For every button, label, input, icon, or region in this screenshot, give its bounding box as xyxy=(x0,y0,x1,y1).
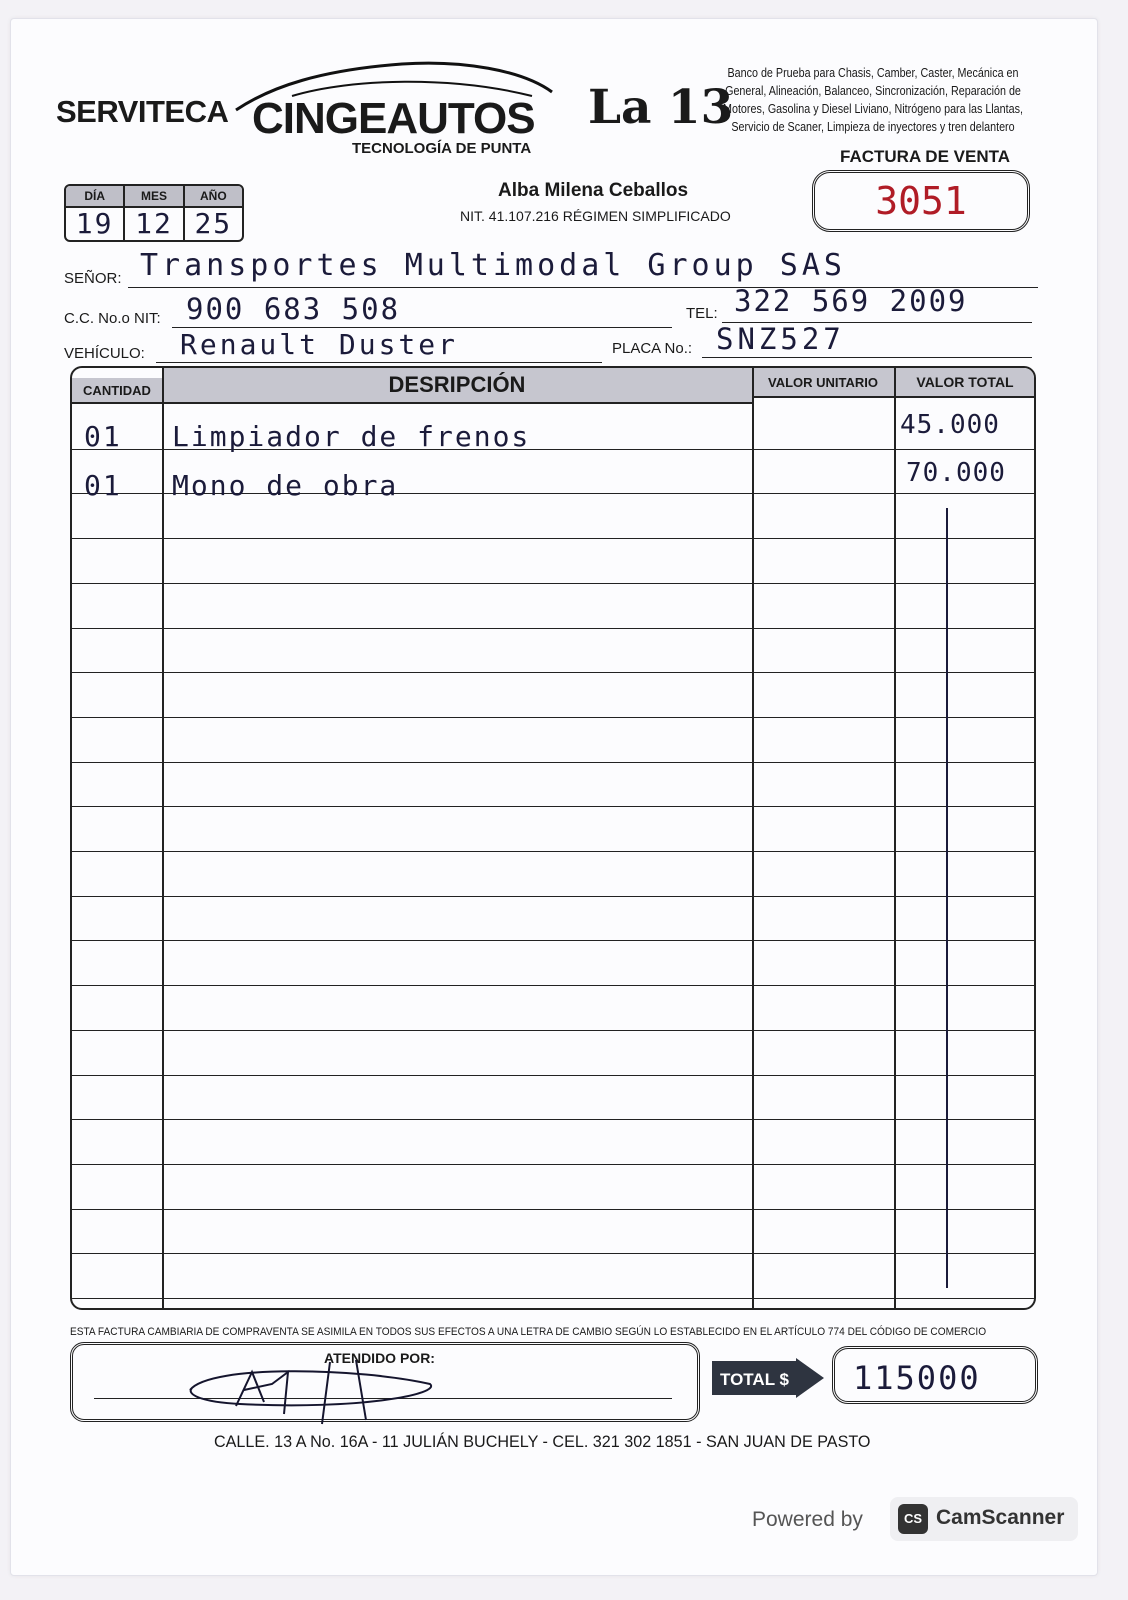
col-header-descripcion: DESRIPCIÓN xyxy=(162,368,752,404)
nit-value: 900 683 508 xyxy=(186,292,401,326)
plate-value: SNZ527 xyxy=(716,322,845,356)
col-divider xyxy=(162,368,164,1308)
invoice-type: FACTURA DE VENTA xyxy=(840,147,1010,166)
table-row-line xyxy=(72,985,1034,986)
empty-rows-strike xyxy=(946,508,948,1288)
invoice-number-box xyxy=(812,170,1030,232)
row-2-cantidad: 01 xyxy=(84,469,122,502)
year-label: AÑO xyxy=(199,189,227,203)
senor-label: SEÑOR: xyxy=(64,270,122,287)
col-divider xyxy=(894,368,896,1308)
tel-label: TEL: xyxy=(686,305,718,322)
table-row-line xyxy=(72,1164,1034,1165)
legal-note: ESTA FACTURA CAMBIARIA DE COMPRAVENTA SE ASIMILA EN TODOS SUS EFECTOS A UNA LETRA DE CAMBIO SEGÚN LO ESTABLECIDO EN EL ARTÍCULO 774 DEL CÓDIGO DE COMERCIO xyxy=(70,1326,987,1338)
total-label: TOTAL $ xyxy=(720,1370,789,1389)
table-row-line xyxy=(72,762,1034,763)
table-row-line xyxy=(72,1298,1034,1299)
signature xyxy=(180,1354,450,1426)
address: CALLE. 13 A No. 16A - 11 JULIÁN BUCHELY - CEL. 321 302 1851 - SAN JUAN DE PASTO xyxy=(214,1432,871,1451)
table-row-line xyxy=(72,1119,1034,1120)
services-list: Banco de Prueba para Chasis, Camber, Caster, Mecánica en General, Alineación, Balanceo, Sincronización, Reparación de Motores, Gasolina y Diesel Liviano, Nitrógeno para las Llantas, Servicio de Scaner, Limpieza de inyectores y tren delantero xyxy=(723,66,1023,134)
table-row-line xyxy=(72,538,1034,539)
camscanner-name: CamScanner xyxy=(936,1506,1065,1529)
powered-by-text: Powered by xyxy=(752,1508,863,1531)
plate-label: PLACA No.: xyxy=(612,340,693,357)
col-header-total: VALOR TOTAL xyxy=(894,368,1036,398)
table-row-line xyxy=(72,806,1034,807)
vehicle-label: VEHÍCULO: xyxy=(64,345,145,362)
table-row-line xyxy=(72,1075,1034,1076)
table-row-line xyxy=(72,717,1034,718)
row-1-descripcion: Limpiador de frenos xyxy=(172,420,531,453)
table-row-line xyxy=(72,628,1034,629)
table-row-line xyxy=(72,851,1034,852)
table-row-line xyxy=(72,1209,1034,1210)
month-value: 12 xyxy=(125,208,184,240)
row-1-total: 45.000 xyxy=(900,410,1000,440)
table-row-line xyxy=(72,672,1034,673)
brand-suffix: La 13 xyxy=(588,80,734,135)
table-row-line xyxy=(72,1253,1034,1254)
tel-value: 322 569 2009 xyxy=(734,284,968,318)
items-table xyxy=(70,366,1036,1310)
invoice-number: 3051 xyxy=(875,179,967,223)
total-value: 115000 xyxy=(853,1359,981,1397)
total-box xyxy=(832,1346,1038,1404)
brand-name: CINGEAUTOS xyxy=(252,94,535,143)
col-header-unitario: VALOR UNITARIO xyxy=(752,368,894,398)
table-row-line xyxy=(72,896,1034,897)
year-value: 25 xyxy=(194,207,233,240)
camscanner-logo-icon: CS xyxy=(898,1504,928,1534)
plate-line xyxy=(702,357,1032,358)
date-box xyxy=(64,184,244,242)
table-row-line xyxy=(72,1030,1034,1031)
col-divider xyxy=(752,368,754,1308)
camscanner-badge xyxy=(890,1497,1078,1541)
brand-prefix: SERVITECA xyxy=(56,94,229,129)
vehicle-line xyxy=(156,362,602,363)
row-2-total: 70.000 xyxy=(906,458,1006,488)
row-2-descripcion: Mono de obra xyxy=(172,469,399,502)
tagline: TECNOLOGÍA DE PUNTA xyxy=(352,140,532,157)
table-row-line xyxy=(72,583,1034,584)
owner-nit: NIT. 41.107.216 RÉGIMEN SIMPLIFICADO xyxy=(460,208,731,224)
month-label: MES xyxy=(125,186,184,206)
total-arrow-label xyxy=(712,1358,826,1398)
day-label: DÍA xyxy=(66,186,125,206)
row-1-cantidad: 01 xyxy=(84,420,122,453)
day-value: 19 xyxy=(66,208,125,240)
nit-label: C.C. No.o NIT: xyxy=(64,310,161,327)
vehicle-value: Renault Duster xyxy=(180,328,459,361)
owner-name: Alba Milena Ceballos xyxy=(498,180,689,201)
attended-label: ATENDIDO POR: xyxy=(324,1350,435,1366)
table-row-line xyxy=(72,940,1034,941)
senor-value: Transportes Multimodal Group SAS xyxy=(140,248,846,283)
col-header-cantidad: CANTIDAD xyxy=(72,378,162,404)
